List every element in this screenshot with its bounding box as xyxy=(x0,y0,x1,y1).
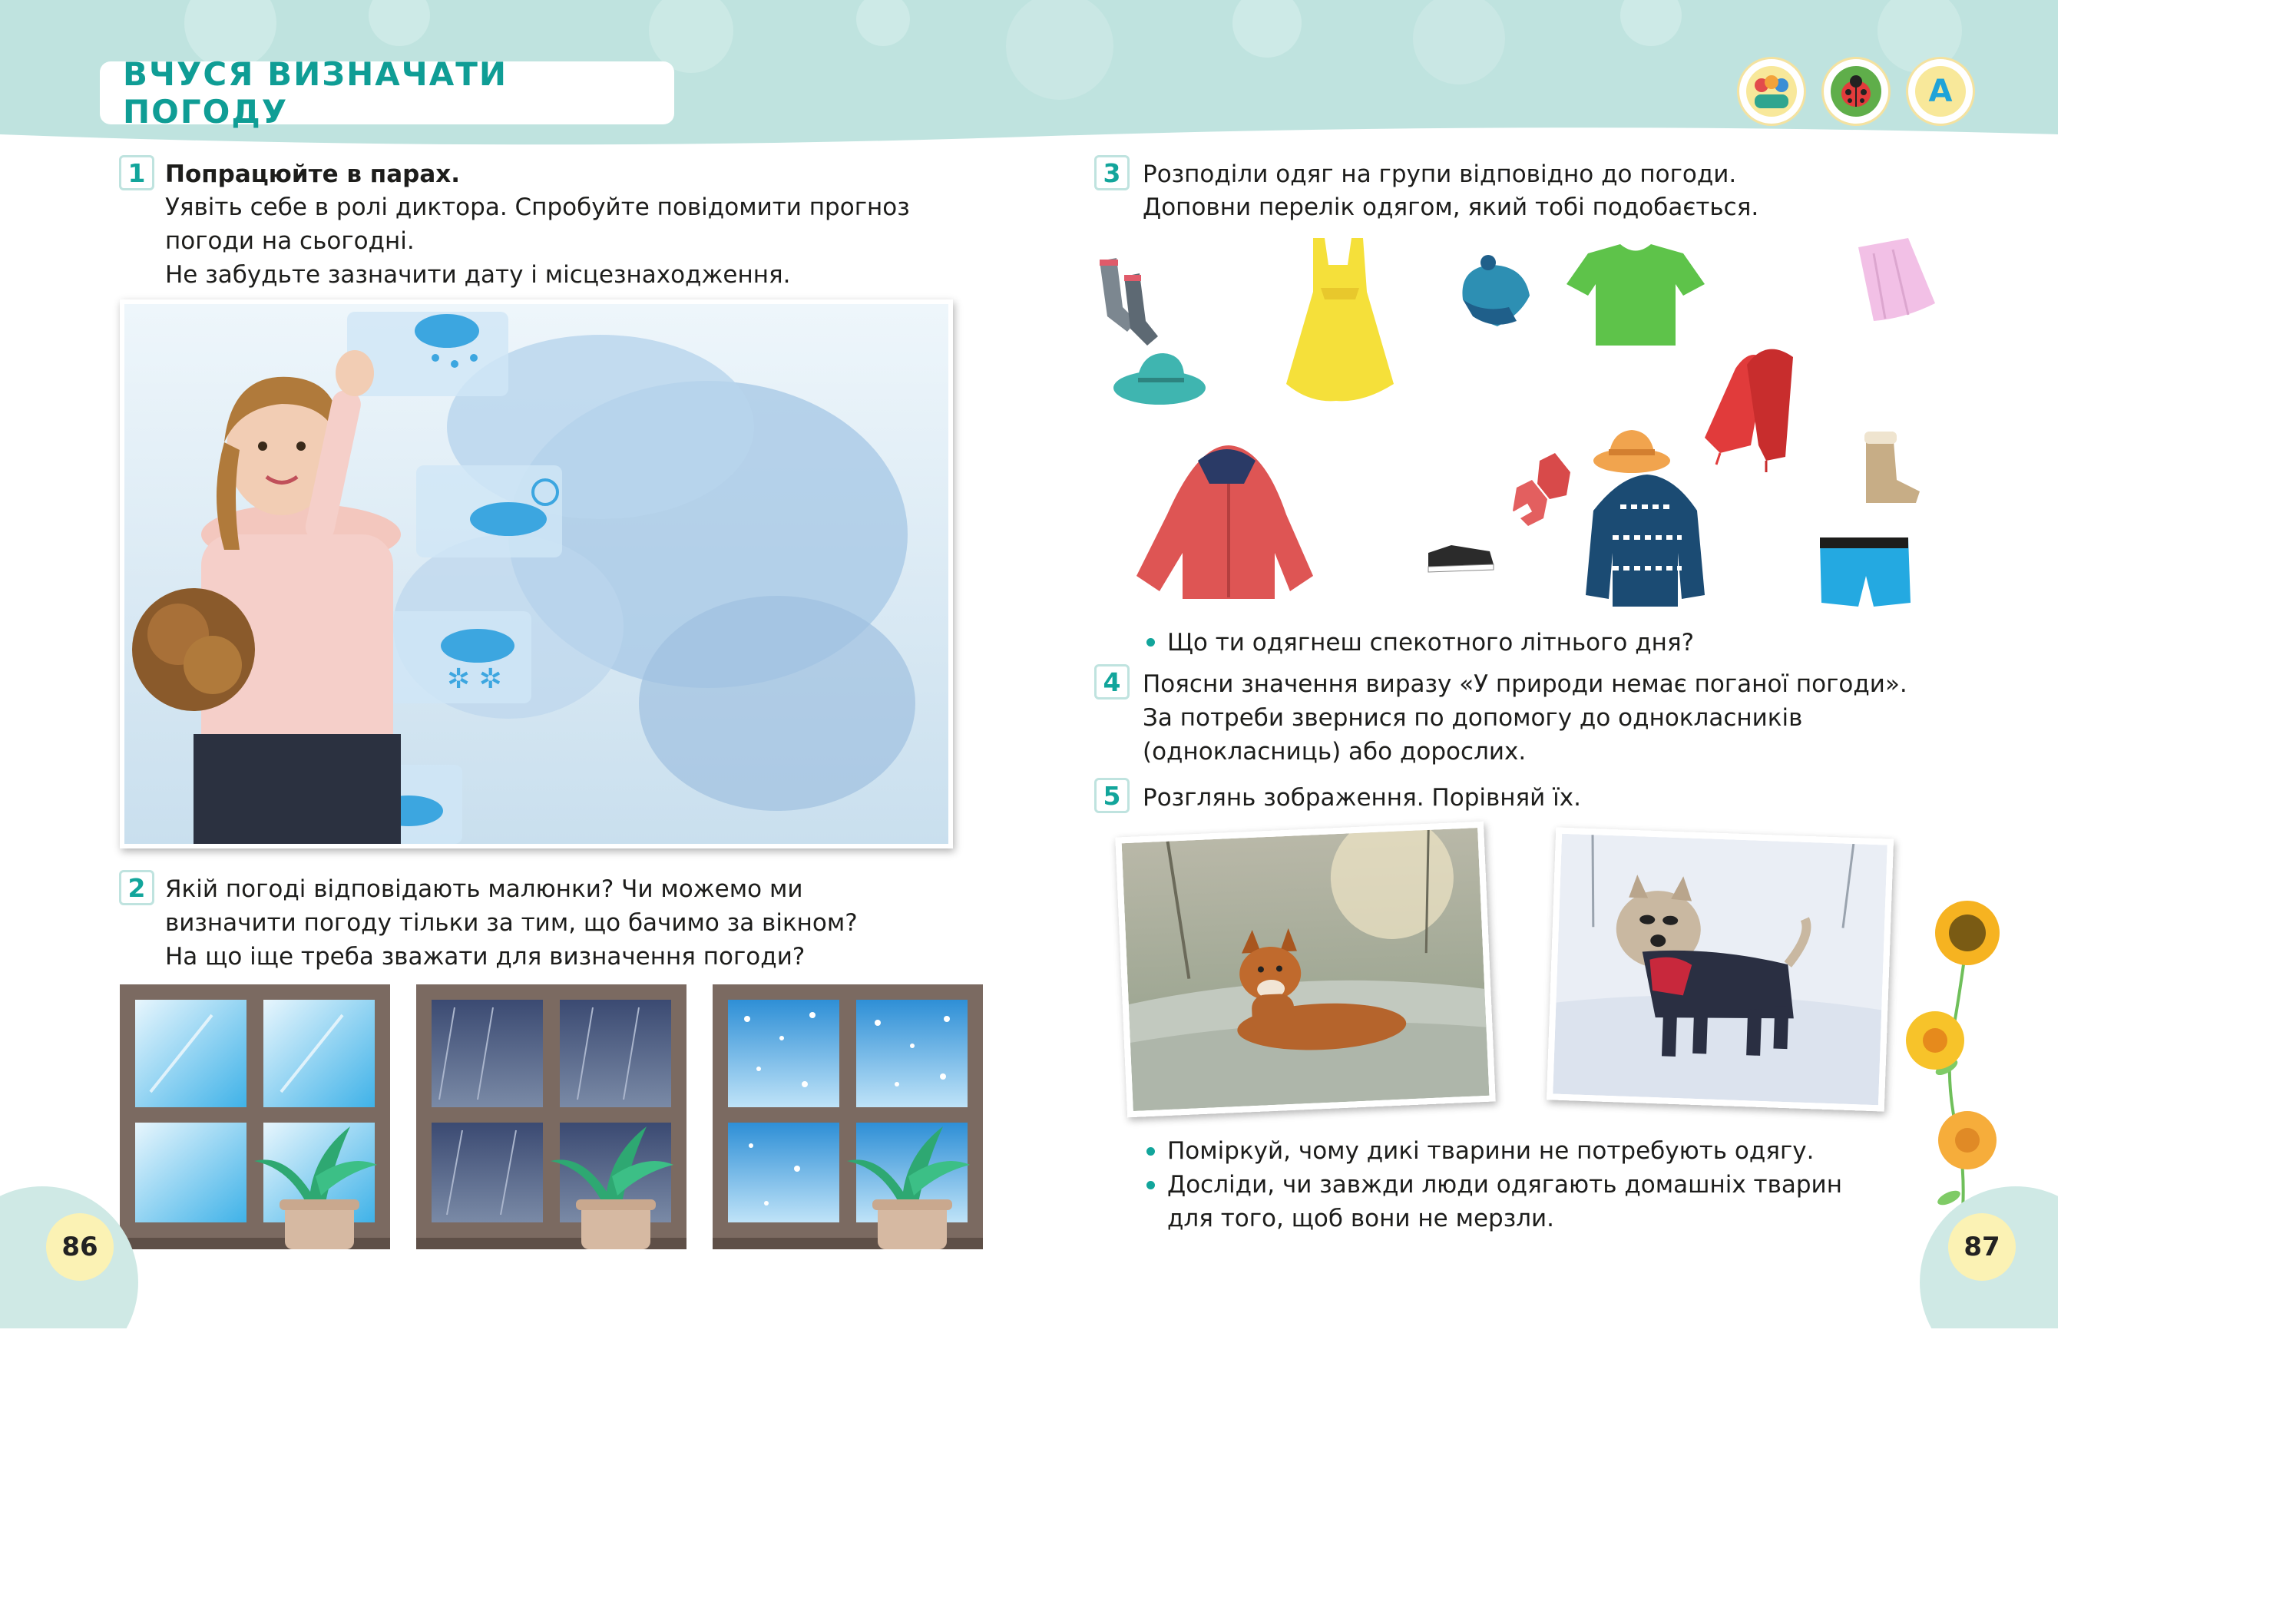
rainy-window xyxy=(416,984,686,1249)
task-3-bullet-text: Що ти одягнеш спекотного літнього дня? xyxy=(1167,629,1695,657)
task-4-number: 4 xyxy=(1094,664,1130,700)
task-3-line-2: Доповни перелік одягом, який тобі подобається. xyxy=(1143,193,1759,221)
windows-illustration xyxy=(120,984,1011,1257)
task-4-line-3: (однокласниць) або дорослих. xyxy=(1143,738,1527,766)
task-2-line-1: Якій погоді відповідають малюнки? Чи можемо ми xyxy=(165,875,803,903)
task-5-bullet-2: Досліди, чи завжди люди одягають домашніх тварин xyxy=(1167,1171,1842,1199)
sunflowers-decoration xyxy=(1904,891,2004,1229)
task-2-number: 2 xyxy=(119,870,154,905)
socks-icon xyxy=(1100,258,1158,346)
sun-hat-icon xyxy=(1113,353,1206,405)
boot-icon xyxy=(1864,432,1920,503)
sunny-window xyxy=(120,984,390,1249)
dress-icon xyxy=(1286,238,1394,401)
task-5-bullet-2-cont: для того, щоб вони не мерзли. xyxy=(1167,1205,1555,1232)
title-box xyxy=(100,55,674,131)
jacket-icon xyxy=(1136,445,1313,599)
task-4-line-2: За потреби звернися по допомогу до однокласників xyxy=(1143,704,1803,732)
group-work-icon xyxy=(1737,57,1806,126)
sweater-icon xyxy=(1586,475,1705,607)
task-1-line-3: Не забудьте зазначити дату і місцезнаходження. xyxy=(165,261,791,289)
fox-photo xyxy=(1115,822,1495,1118)
panama-hat-icon xyxy=(1593,430,1670,473)
skirt-icon xyxy=(1858,238,1935,321)
scarf-icon xyxy=(1705,349,1793,472)
task-5-line: Розглянь зображення. Порівняй їх. xyxy=(1143,784,1581,812)
task-2-line-3: На що іще треба зважати для визначення погоди? xyxy=(165,943,806,971)
task-1-heading: Попрацюйте в парах. xyxy=(165,160,461,188)
task-4-line-1: Поясни значення виразу «У природи немає поганої погоди». xyxy=(1143,670,1907,698)
clothes-illustration xyxy=(1090,230,1950,622)
page-number-right: 87 xyxy=(1948,1213,2016,1281)
task-5-number: 5 xyxy=(1094,778,1130,813)
page-number-left: 86 xyxy=(46,1213,114,1281)
task-1-line-1: Уявіть себе в ролі диктора. Спробуйте повідомити прогноз xyxy=(165,193,910,221)
ladybug-icon xyxy=(1821,57,1891,126)
task-5-bullet-dot-2 xyxy=(1146,1181,1155,1189)
task-3-number: 3 xyxy=(1094,155,1130,190)
beanie-icon xyxy=(1462,255,1530,326)
letter-a-icon xyxy=(1906,57,1975,126)
task-5-bullet-dot-1 xyxy=(1146,1147,1155,1156)
task-1-number: 1 xyxy=(119,155,154,190)
sneakers-icon xyxy=(1428,545,1494,572)
task-2-line-2: визначити погоду тільки за тим, що бачимо за вікном? xyxy=(165,909,858,937)
page-title: ВЧУСЯ ВИЗНАЧАТИ ПОГОДУ xyxy=(123,55,508,131)
gloves-icon xyxy=(1511,453,1570,526)
task-3-line-1: Розподіли одяг на групи відповідно до погоди. xyxy=(1143,160,1737,188)
task-3-bullet-dot xyxy=(1146,638,1155,647)
dog-photo xyxy=(1547,827,1894,1111)
task-1-line-2: погоди на сьогодні. xyxy=(165,227,415,255)
girl-weather-photo xyxy=(120,299,953,848)
letter-a-label: A xyxy=(1915,66,1966,117)
t-shirt-icon xyxy=(1567,244,1705,346)
task-5-bullet-1: Поміркуй, чому дикі тварини не потребують одягу. xyxy=(1167,1137,1815,1165)
snowy-window xyxy=(713,984,983,1249)
shorts-icon xyxy=(1820,537,1911,607)
svg-text:✲ ✲: ✲ ✲ xyxy=(447,663,502,695)
